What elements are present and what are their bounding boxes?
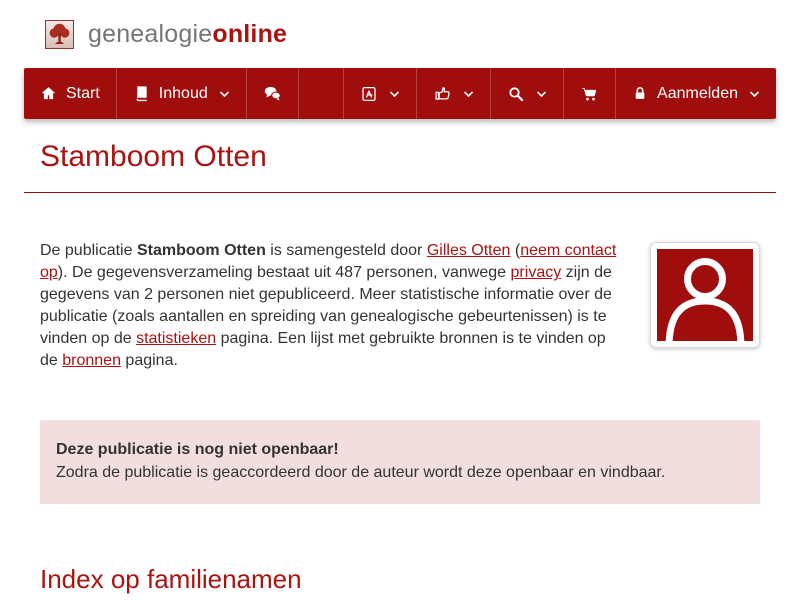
cart-icon [580, 85, 599, 103]
main-navbar [24, 68, 776, 119]
lock-icon [632, 85, 648, 102]
title-rule [24, 192, 776, 193]
nav-item-start[interactable] [24, 68, 117, 119]
chevron-down-icon [536, 90, 547, 98]
intro-text: zijn de gegevens van 2 personen niet gepubliceerd. Meer statistische informatie over de publicatie (zoals aantallen en spreiding van genealogische gebeurtenissen) is te vinden op de [40, 264, 612, 348]
nav-label: Start [66, 84, 100, 102]
intro-link[interactable]: privacy [510, 264, 562, 282]
chevron-down-icon [749, 90, 760, 98]
intro-link[interactable]: neem contact op [40, 242, 617, 282]
brand-logo-link[interactable] [45, 20, 287, 49]
intro-text: pagina. Een lijst met gebruikte bronnen is te vinden op de [40, 330, 606, 370]
chevron-down-icon [463, 90, 474, 98]
language-icon [360, 85, 378, 103]
nav-item-cart[interactable] [563, 68, 615, 119]
site-header [0, 0, 800, 68]
nav-item-forum[interactable] [247, 68, 299, 119]
intro-text: De publicatie [40, 242, 137, 260]
section-title-familienamen: Index op familienamen [40, 564, 302, 595]
nav-item-aanmelden[interactable] [615, 68, 776, 119]
intro-text: Stamboom Otten [136, 242, 266, 260]
intro-link[interactable]: statistieken [136, 330, 217, 348]
tree-icon [45, 20, 74, 49]
intro-link[interactable]: Gilles Otten [426, 242, 511, 260]
nav-item-language[interactable] [343, 68, 416, 119]
nav-item-inhoud[interactable] [117, 68, 247, 119]
comments-icon [263, 85, 282, 102]
hand-like-icon [433, 85, 452, 103]
chevron-down-icon [389, 90, 400, 98]
alert-title: Deze publicatie is nog niet openbaar! [56, 441, 339, 459]
alert-body: Zodra de publicatie is geaccordeerd door de auteur wordt deze openbaar en vindbaar. [56, 464, 666, 482]
intro-section [40, 240, 760, 372]
book-icon [133, 85, 150, 102]
not-public-alert [40, 420, 760, 504]
home-icon [40, 85, 57, 102]
intro-link[interactable]: bronnen [62, 352, 121, 370]
intro-text: ). De gegevensverzameling bestaat uit 487 personen, vanwege [57, 264, 511, 282]
nav-label: Inhoud [158, 84, 208, 102]
intro-text: ( [510, 242, 521, 260]
nav-item-search[interactable] [490, 68, 563, 119]
page-container [24, 141, 776, 595]
intro-text: pagina. [120, 352, 178, 370]
brand-text: genealogieonline [88, 20, 288, 48]
nav-item-like[interactable] [416, 68, 490, 119]
intro-text: is samengesteld door [265, 242, 427, 260]
nav-label: Aanmelden [657, 84, 738, 102]
person-icon [657, 249, 753, 341]
publication-avatar [650, 242, 760, 348]
chevron-down-icon [219, 90, 230, 98]
search-icon [507, 85, 525, 103]
page-title: Stamboom Otten [40, 140, 267, 173]
